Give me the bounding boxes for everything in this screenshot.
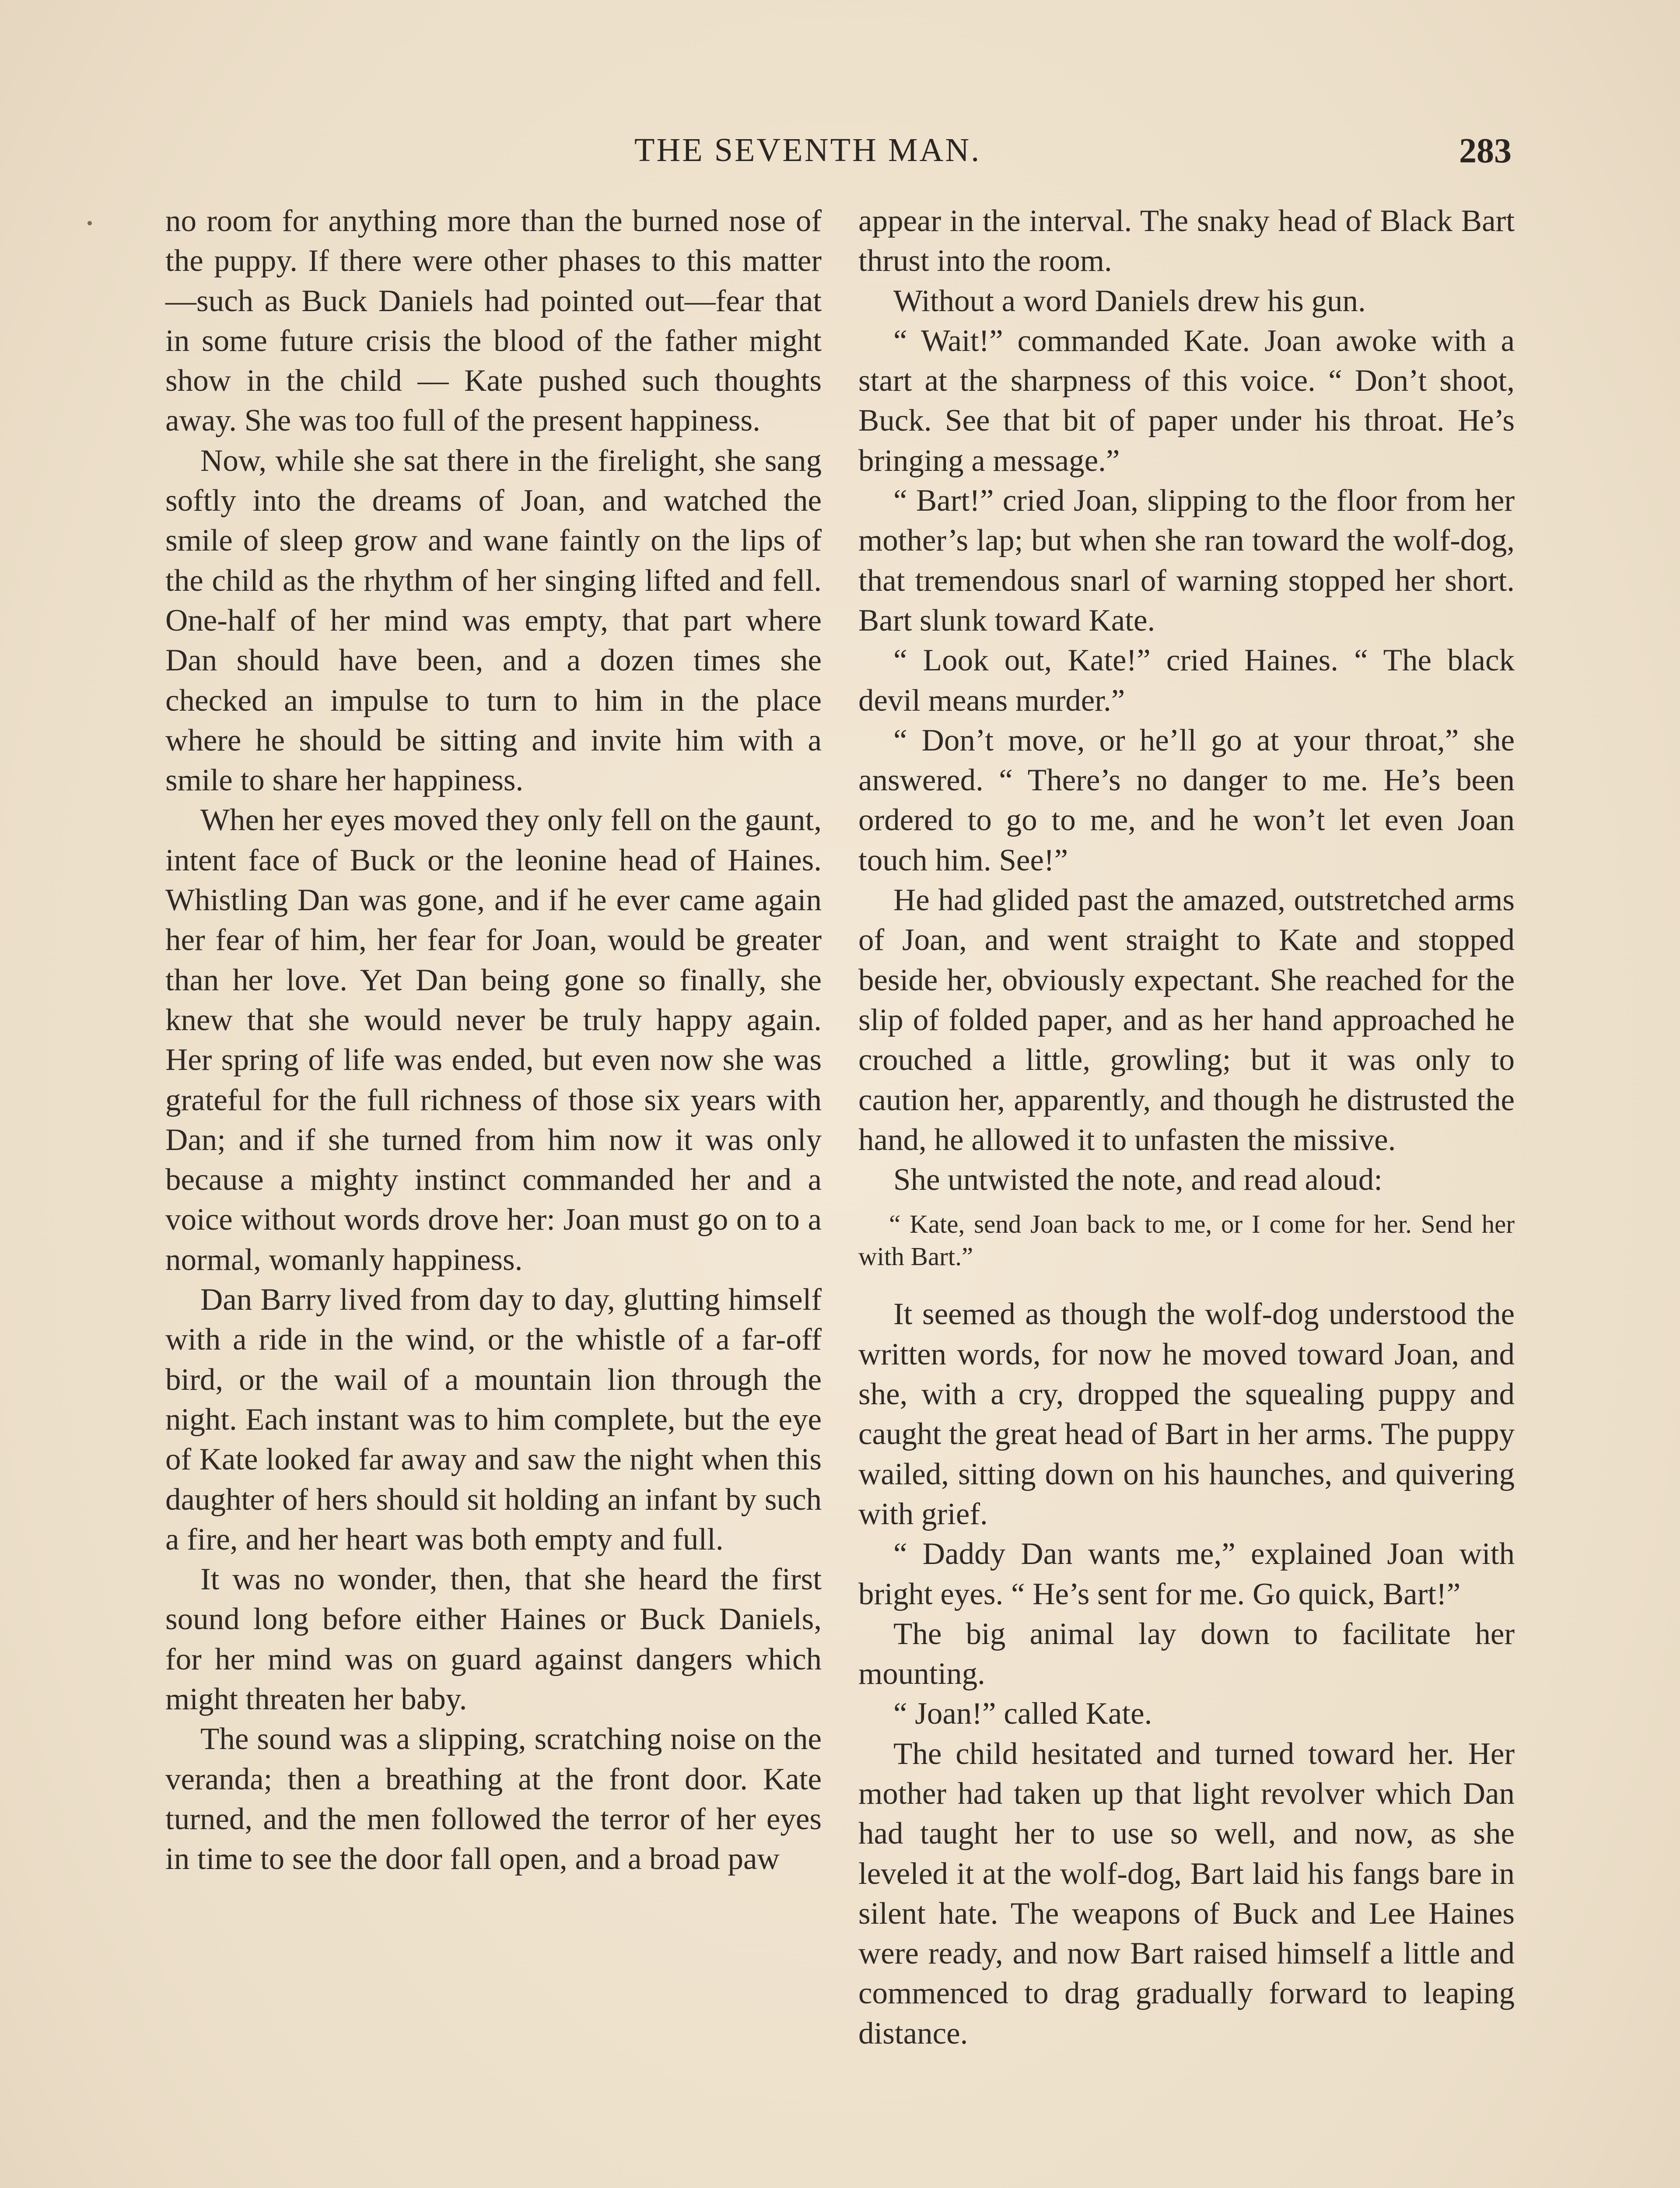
paragraph: The sound was a slipping, scratching noise on the veranda; then a breathing at the front door. Kate turned, and the men followed the terror of her eyes in time to see the door fall open, and a broad paw: [165, 1722, 822, 1876]
paragraph: “ Joan!” called Kate.: [893, 1697, 1152, 1731]
paragraph: “ Look out, Kate!” cried Haines. “ The black devil means murder.”: [858, 643, 1515, 718]
ink-speck: [88, 221, 92, 225]
paragraph: appear in the interval. The snaky head of Black Bart thrust into the room.: [858, 204, 1515, 278]
right-column: [858, 201, 1515, 2054]
paragraph: “ Wait!” commanded Kate. Joan awoke with a start at the sharpness of this voice. “ Don’t shoot, Buck. See that bit of paper under his throat. He’s bringing a message.”: [858, 323, 1515, 478]
paragraph: Now, while she sat there in the firelight, she sang softly into the dreams of Joan, and watched the smile of sleep grow and wane faintly on the lips of the child as the rhythm of her singing lifted and fell. One-half of her mind was empty, that part where Dan should have been, and a dozen times she checked an impulse to turn to him in the place where he should be sitting and invite him with a smile to share her happiness.: [165, 443, 822, 798]
paragraph: When her eyes moved they only fell on the gaunt, intent face of Buck or the leonine head of Haines. Whistling Dan was gone, and if he ever came again her fear of him, her fear for Joan, would be greater than her love. Yet Dan being gone so finally, she knew that she would never be truly happy again. Her spring of life was ended, but even now she was grateful for the full richness of those six years with Dan; and if she turned from him now it was only because a mighty instinct commanded her and a voice without words drove her: Joan must go on to a normal, womanly happiness.: [165, 803, 822, 1277]
paragraph: “ Don’t move, or he’ll go at your throat,” she answered. “ There’s no danger to me. He’s been ordered to go to me, and he won’t let even Joan touch him. See!”: [858, 723, 1515, 877]
left-column: [165, 201, 822, 1879]
paragraph: The big animal lay down to facilitate her mounting.: [858, 1616, 1515, 1691]
paragraph: The child hesitated and turned toward her. Her mother had taken up that light revolver which Dan had taught her to use so well, and now, as she leveled it at the wolf-dog, Bart laid his fangs bare in silent hate. The weapons of Buck and Lee Haines were ready, and now Bart raised himself a little and commenced to drag gradually forward to leaping distance.: [858, 1736, 1515, 2051]
paragraph: “ Daddy Dan wants me,” explained Joan with bright eyes. “ He’s sent for me. Go quick, Bart!”: [858, 1537, 1515, 1611]
paragraph: no room for anything more than the burned nose of the puppy. If there were other phases to this matter—such as Buck Daniels had pointed out—fear that in some future crisis the blood of the father might show in the child — Kate pushed such thoughts away. She was too full of the present happiness.: [165, 204, 822, 438]
paragraph: She untwisted the note, and read aloud:: [893, 1163, 1382, 1197]
paragraph: Without a word Daniels drew his gun.: [893, 284, 1366, 318]
paragraph: It seemed as though the wolf-dog understood the written words, for now he moved toward Joan, and she, with a cry, dropped the squealing puppy and caught the great head of Bart in her arms. The puppy wailed, sitting down on his haunches, and quivering with grief.: [858, 1297, 1515, 1531]
running-head: [0, 127, 1680, 179]
note-quotation: “ Kate, send Joan back to me, or I come for her. Send her with Bart.”: [858, 1210, 1515, 1271]
paragraph: It was no wonder, then, that she heard the first sound long before either Haines or Buck Daniels, for her mind was on guard against dangers which might threaten her baby.: [165, 1562, 822, 1716]
paragraph: Dan Barry lived from day to day, glutting himself with a ride in the wind, or the whistle of a far-off bird, or the wail of a mountain lion through the night. Each instant was to him complete, but the eye of Kate looked far away and saw the night when this daughter of hers should sit holding an infant by such a fire, and her heart was both empty and full.: [165, 1283, 822, 1557]
paragraph: He had glided past the amazed, outstretched arms of Joan, and went straight to Kate and stopped beside her, obviously expectant. She reached for the slip of folded paper, and as her hand approached he crouched a little, growling; but it was only to caution her, apparently, and though he distrusted the hand, he allowed it to unfasten the missive.: [858, 883, 1515, 1157]
paragraph: “ Bart!” cried Joan, slipping to the floor from her mother’s lap; but when she ran toward the wolf-dog, that tremendous snarl of warning stopped her short. Bart slunk toward Kate.: [858, 484, 1515, 638]
running-title: THE SEVENTH MAN.: [634, 132, 981, 168]
page-number: 283: [1459, 132, 1512, 170]
